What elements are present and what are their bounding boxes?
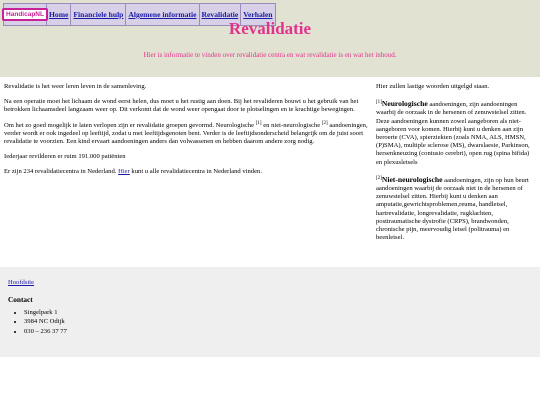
nav-item-algemene-informatie[interactable]: Algemene informatie [125, 4, 198, 25]
nav-item-home[interactable]: Home [49, 10, 69, 19]
page-title: Revalidatie [228, 19, 312, 38]
nav-item-financiele-hulp[interactable]: Financiele hulp [70, 4, 125, 25]
centers-link[interactable]: Hier [118, 168, 130, 176]
nav-item-verhalen[interactable]: Verhalen [240, 4, 274, 25]
glossary-intro: Hier zullen lastige woorden uitgelgd staan. [376, 83, 490, 90]
contact-list [10, 308, 67, 336]
glossary-term: Niet-neurologische [381, 174, 443, 184]
page-subtitle: Hier is informatie te vinden over revalidatie centra en wat revalidatie is en wat het inhoud. [143, 51, 397, 59]
footnote-ref-2: [2] [321, 120, 328, 126]
glossary-item-neurologisch: [1]Neurologische aandoeningen, zijn aandoeningen waarbij de oorzaak in de hersenen of zenuwstelsel zitten. Deze aandoeningen kunnen zowel aangeboren als niet-aangeboren voor komen. Hierbij kunt u denken aan zijn beroerte (CVA), spierziekten (zoals NMA, ALS, HMSN, (P)SMA), multiple sclerose (MS), dwarslaesie, Parkinson, hersenkneuzing (contusio cerebri), open rug (spina bifida) en plexusletsels [376, 99, 530, 166]
contact-postcode: • 3984 NC Odijk [24, 317, 67, 326]
operation-paragraph: Na een operatie moet het lichaam de wond eerst helen, dus moet u het rustig aan doen. Bij het revalideren bouwt u het gebruik van het betrokken lichaamsdeel langzaam weer op. Dit verkomt dat de wond weer opengaat door te plotselingen en te krachtige bewegingen. [4, 98, 359, 114]
glossary-sidebar [376, 83, 534, 251]
handicapnl-logo: HandicapNL [2, 8, 48, 21]
intro-paragraph: Revalidatie is het weer leren leven in de samenleving. [4, 83, 147, 90]
centers-paragraph: Er zijn 234 revalidatiecentra in Nederland. Hier kunt u alle revalidatiecentra in Nederland vinden. [4, 168, 262, 176]
page-footer [0, 267, 540, 357]
contact-address: • Singelpark 1 [24, 308, 67, 317]
patients-paragraph: Iederjaar revilderen er ruim 191.000 patiënten [4, 153, 126, 161]
groups-paragraph: Om het zo goed mogelijk te laten verlopen zijn er revalidatie groepen gevormd. Neurologische [1] en niet-neurologische [2] aandoeningen, verder wordt er ook ingedeel op leeftijd, zodat u met leeftijdsgenoten bent. Verder is de leeftijdsonderscheid belangrijk om de juist soort revalidatie te voorzien. Een kind ervaart aandoeningen anders dan volwassenen en hebben daarom andere zorg nodig. [4, 120, 368, 146]
footnote-ref-1: [1] [255, 120, 262, 126]
contact-heading: Contact [8, 295, 33, 304]
page-header [0, 0, 540, 77]
hoofdsite-link[interactable]: Hoofdsite [8, 279, 35, 286]
contact-phone: • 030 – 236 37 77 [24, 327, 67, 336]
nav-item-revalidatie[interactable]: Revalidatie [199, 4, 241, 25]
glossary-item-niet-neurologisch: [2]Niet-neurologische aandoeningen, zijn op hun beurt aandoeningen waarbij de oorzaak niet in de hersenen of zenuwstelsel zitten. Hierbij kunt u denken aan amputatie,gewrichtsproblemen,reuma, handletsel, hartrevalidatie, longrevalidatie, rugklachten, posttraumatische dystrofie (CRPS), brandwonden, chronische pijn, meervoudig letsel (politrauma) en beenletsel. [376, 174, 529, 242]
glossary-term: Neurologische [381, 99, 428, 109]
main-content [4, 83, 368, 184]
